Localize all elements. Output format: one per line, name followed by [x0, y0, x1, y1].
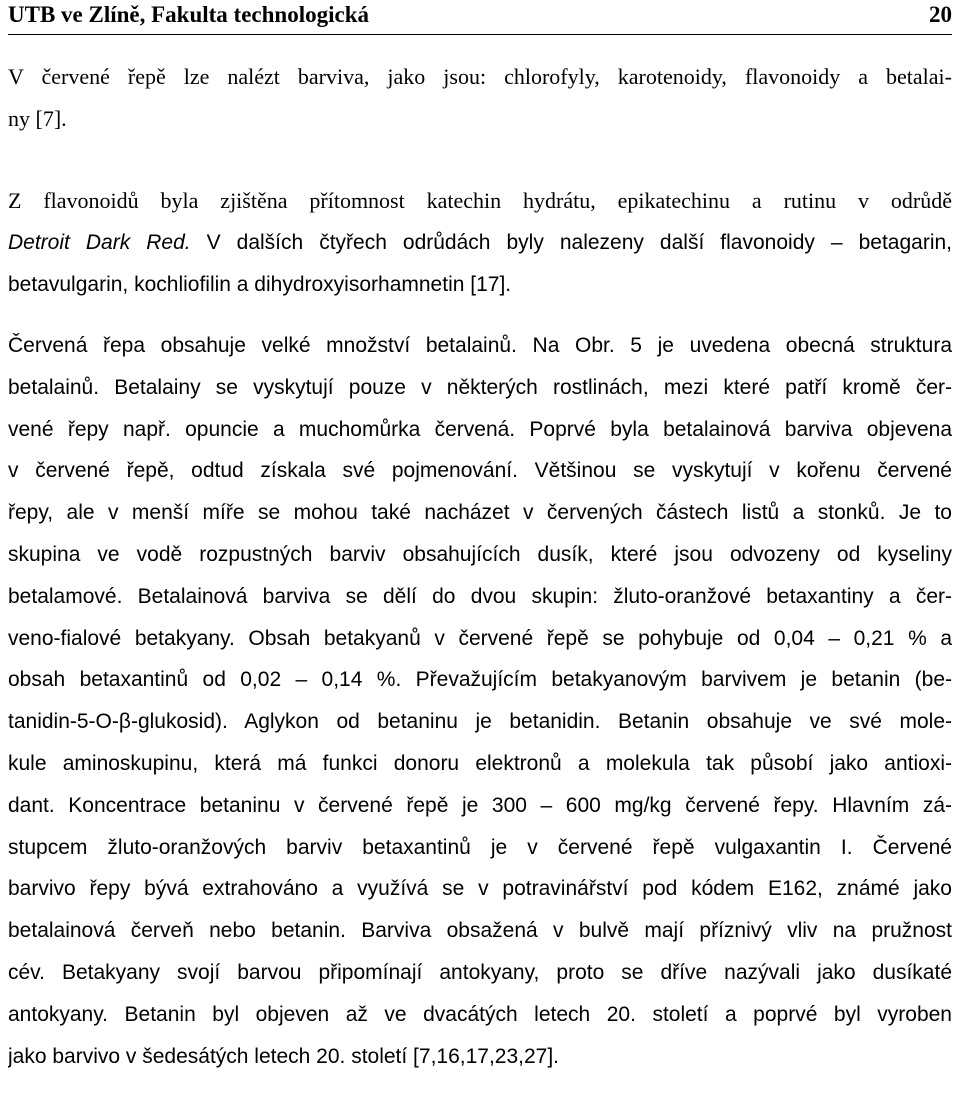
text-line: kule aminoskupinu, která má funkci donoru elektronů a molekula tak působí jako antioxi-	[8, 751, 952, 775]
text-line: betalainová červeň nebo betanin. Barviva obsažená v bulvě mají příznivý vliv na pružnost	[8, 919, 952, 943]
text-line: tanidin-5-O-β-glukosid). Aglykon od betaninu je betanidin. Betanin obsahuje ve své mole-	[8, 710, 952, 734]
text-line: betalamové. Betalainová barviva se dělí do dvou skupin: žluto-oranžové betaxantiny a čer-	[8, 584, 952, 608]
text-line: obsah betaxantinů od 0,02 – 0,14 %. Převažujícím betakyanovým barvivem je betanin (be-	[8, 668, 952, 692]
page-header	[8, 0, 952, 35]
text-line: barvivo řepy bývá extrahováno a využívá se v potravinářství pod kódem E162, známé jako	[8, 877, 952, 901]
paragraph-1	[8, 56, 952, 140]
text-line: ny [7].	[8, 105, 67, 131]
text-line-rest: V dalších čtyřech odrůdách byly nalezeny další flavonoidy – betagarin,	[190, 230, 952, 254]
text-line: jako barvivo v šedesátých letech 20. století [7,16,17,23,27].	[8, 1044, 560, 1068]
paragraph-3	[8, 325, 952, 1077]
text-line: V červené řepě lze nalézt barviva, jako jsou: chlorofyly, karotenoidy, flavonoidy a betalai-	[8, 64, 952, 89]
text-line: betavulgarin, kochliofilin a dihydroxyisorhamnetin [17].	[8, 272, 512, 296]
text-line: v červené řepě, odtud získala své pojmenování. Většinou se vyskytují v kořenu červené	[8, 459, 952, 483]
text-line: veno-fialové betakyany. Obsah betakyanů v červené řepě se pohybuje od 0,04 – 0,21 % a	[8, 626, 952, 650]
text-line: dant. Koncentrace betaninu v červené řepě je 300 – 600 mg/kg červené řepy. Hlavním zá-	[8, 793, 952, 817]
text-line	[8, 222, 952, 264]
text-line: řepy, ale v menší míře se mohou také nacházet v červených částech listů a stonků. Je to	[8, 501, 952, 525]
page-number: 20	[929, 2, 952, 27]
paragraph-2	[8, 180, 952, 305]
text-line: Z flavonoidů byla zjištěna přítomnost katechin hydrátu, epikatechinu a rutinu v odrůdě	[8, 188, 952, 213]
text-line: stupcem žluto-oranžových barviv betaxantinů je v červené řepě vulgaxantin I. Červené	[8, 835, 952, 859]
text-line: skupina ve vodě rozpustných barviv obsahujících dusík, které jsou odvozeny od kyseliny	[8, 542, 952, 566]
text-line: betalainů. Betalainy se vyskytují pouze v některých rostlinách, mezi které patří kromě čer-	[8, 375, 952, 399]
text-line: Červená řepa obsahuje velké množství betalainů. Na Obr. 5 je uvedena obecná struktura	[8, 334, 952, 357]
text-line: vené řepy např. opuncie a muchomůrka červená. Poprvé byla betalainová barviva objevena	[8, 417, 952, 441]
variety-name: Detroit Dark Red.	[8, 230, 191, 254]
text-line: cév. Betakyany svojí barvou připomínají antokyany, proto se dříve nazývali jako dusíkaté	[8, 960, 952, 984]
text-line: antokyany. Betanin byl objeven až ve dvacátých letech 20. století a poprvé byl vyroben	[8, 1002, 952, 1026]
header-title: UTB ve Zlíně, Fakulta technologická	[8, 2, 369, 27]
